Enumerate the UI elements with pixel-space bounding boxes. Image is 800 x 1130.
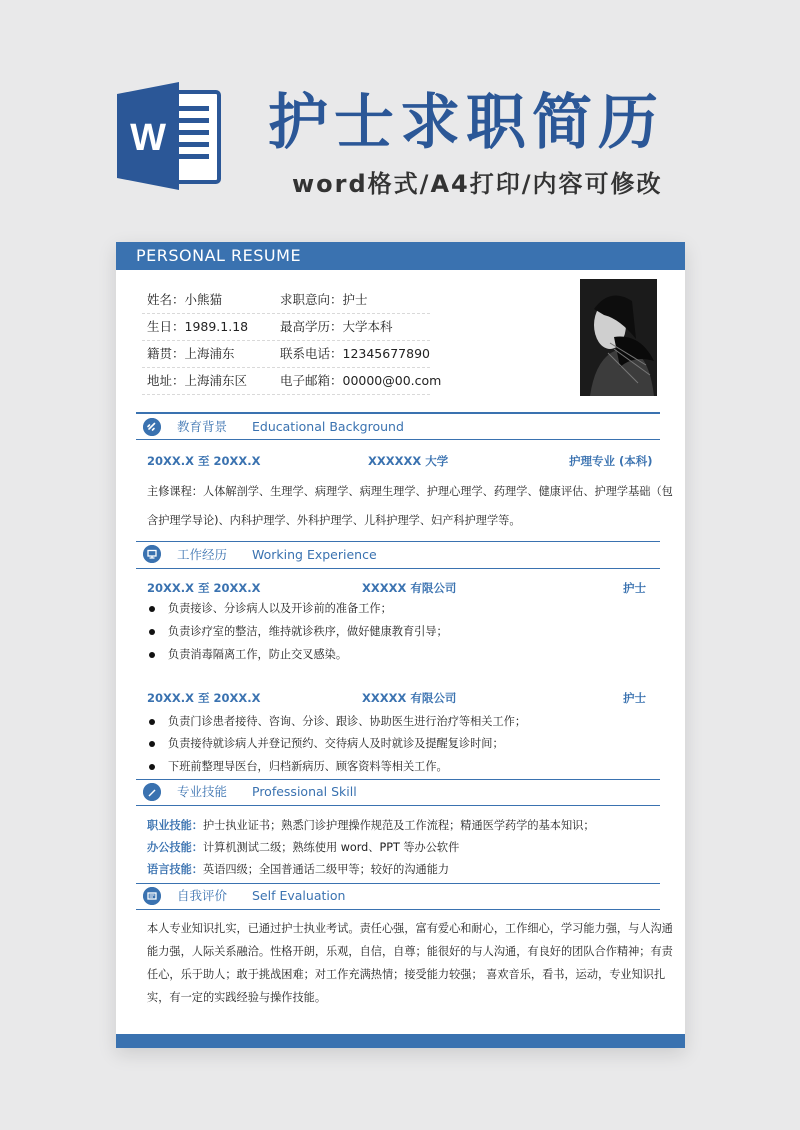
bullet-icon	[149, 741, 155, 747]
section-title-skills-en: Professional Skill	[252, 784, 357, 799]
pen-icon	[143, 783, 161, 801]
job-position: 护士	[623, 691, 646, 705]
edu-period: 20XX.X 至 20XX.X	[147, 454, 261, 468]
section-title-skills: 专业技能	[177, 784, 228, 799]
evaluation-line: 能力强，人际关系融洽。性格开朗，乐观，自信，自尊；能很好的与人沟通，有良好的团队合作精神；有责	[147, 945, 673, 958]
skill-row	[147, 840, 459, 856]
section-divider	[136, 541, 660, 542]
profile-phone: 联系电话：12345677890	[280, 346, 430, 361]
section-divider	[136, 883, 660, 884]
skill-row	[147, 862, 449, 878]
profile-intent: 求职意向：护士	[280, 292, 368, 307]
top-band	[116, 242, 685, 270]
bullet-icon	[149, 606, 155, 612]
section-title-education-en: Educational Background	[252, 419, 404, 434]
link-icon	[143, 418, 161, 436]
page-header	[0, 0, 800, 240]
edu-major: 护理专业 (本科)	[569, 454, 653, 468]
section-divider	[136, 568, 660, 569]
job-company: XXXXX 有限公司	[362, 581, 457, 595]
job-position: 护士	[623, 581, 646, 595]
skill-label: 职业技能：	[147, 819, 203, 832]
edu-courses-line2: 含护理学导论)、内科护理学、外科护理学、儿科护理学、妇产科护理学等。	[147, 514, 521, 527]
job-duty: 负责接待就诊病人并登记预约、交待病人及时就诊及提醒复诊时间；	[168, 737, 504, 750]
section-divider	[136, 412, 660, 414]
job-company: XXXXX 有限公司	[362, 691, 457, 705]
job-duty: 负责接诊、分诊病人以及开诊前的准备工作；	[168, 602, 392, 615]
section-title-work: 工作经历	[177, 547, 228, 562]
section-divider	[136, 909, 660, 910]
divider	[142, 367, 430, 368]
evaluation-line: 本人专业知识扎实，已通过护士执业考试。责任心强，富有爱心和耐心，工作细心，学习能力强，与人沟通	[147, 922, 673, 935]
job-period: 20XX.X 至 20XX.X	[147, 691, 261, 705]
section-divider	[136, 439, 660, 440]
skill-text: 计算机测试二级；熟练使用 word、PPT 等办公软件	[202, 841, 460, 854]
job-duty: 负责消毒隔离工作，防止交叉感染。	[168, 648, 348, 661]
profile-email: 电子邮箱：00000@00.com	[280, 373, 442, 388]
profile-name: 姓名：小熊猫	[147, 292, 223, 307]
edu-courses-line1: 主修课程：人体解剖学、生理学、病理学、病理生理学、护理心理学、药理学、健康评估、护理学基础（包	[147, 485, 673, 498]
divider	[142, 394, 430, 395]
page-subtitle: word格式/A4打印/内容可修改	[292, 170, 663, 198]
section-divider	[136, 779, 660, 780]
profile-education: 最高学历：大学本科	[280, 319, 393, 334]
job-duty: 负责诊疗室的整洁，维持就诊秩序，做好健康教育引导；	[168, 625, 448, 638]
skill-label: 语言技能：	[147, 863, 203, 876]
resume-sheet	[116, 242, 685, 1048]
svg-text:W: W	[130, 117, 166, 159]
skill-label: 办公技能：	[147, 841, 203, 854]
bullet-icon	[149, 652, 155, 658]
profile-address: 地址：上海浦东区	[147, 373, 248, 388]
section-title-work-en: Working Experience	[252, 547, 377, 562]
skill-row	[147, 818, 595, 834]
bottom-band	[116, 1034, 685, 1048]
section-title-education: 教育背景	[177, 419, 228, 434]
edu-school: XXXXXX 大学	[368, 454, 449, 468]
card-icon	[143, 887, 161, 905]
job-period: 20XX.X 至 20XX.X	[147, 581, 261, 595]
page-title: 护士求职简历	[268, 88, 664, 158]
bullet-icon	[149, 764, 155, 770]
evaluation-line: 实，有一定的实践经验与操作技能。	[147, 991, 327, 1004]
section-title-evaluation-en: Self Evaluation	[252, 888, 346, 903]
word-logo-icon	[117, 82, 223, 190]
skill-text: 护士执业证书；熟悉门诊护理操作规范及工作流程；精通医学药学的基本知识；	[202, 819, 595, 832]
bullet-icon	[149, 719, 155, 725]
band-label: PERSONAL RESUME	[136, 246, 302, 265]
section-divider	[136, 805, 660, 806]
profile-photo	[580, 279, 657, 396]
job-duty: 负责门诊患者接待、咨询、分诊、跟诊、协助医生进行治疗等相关工作；	[168, 715, 527, 728]
bullet-icon	[149, 629, 155, 635]
job-duty: 下班前整理导医台，归档新病历、顾客资料等相关工作。	[168, 760, 448, 773]
divider	[142, 340, 430, 341]
section-title-evaluation: 自我评价	[177, 888, 228, 903]
monitor-icon	[143, 545, 161, 563]
profile-origin: 籍贯：上海浦东	[147, 346, 235, 361]
profile-birth: 生日：1989.1.18	[147, 319, 249, 334]
divider	[142, 313, 430, 314]
skill-text: 英语四级；全国普通话二级甲等；较好的沟通能力	[202, 863, 450, 876]
evaluation-line: 任心，乐于助人；敢于挑战困难；对工作充满热情；接受能力较强； 喜欢音乐，看书，运动，专业知识扎	[147, 968, 666, 981]
